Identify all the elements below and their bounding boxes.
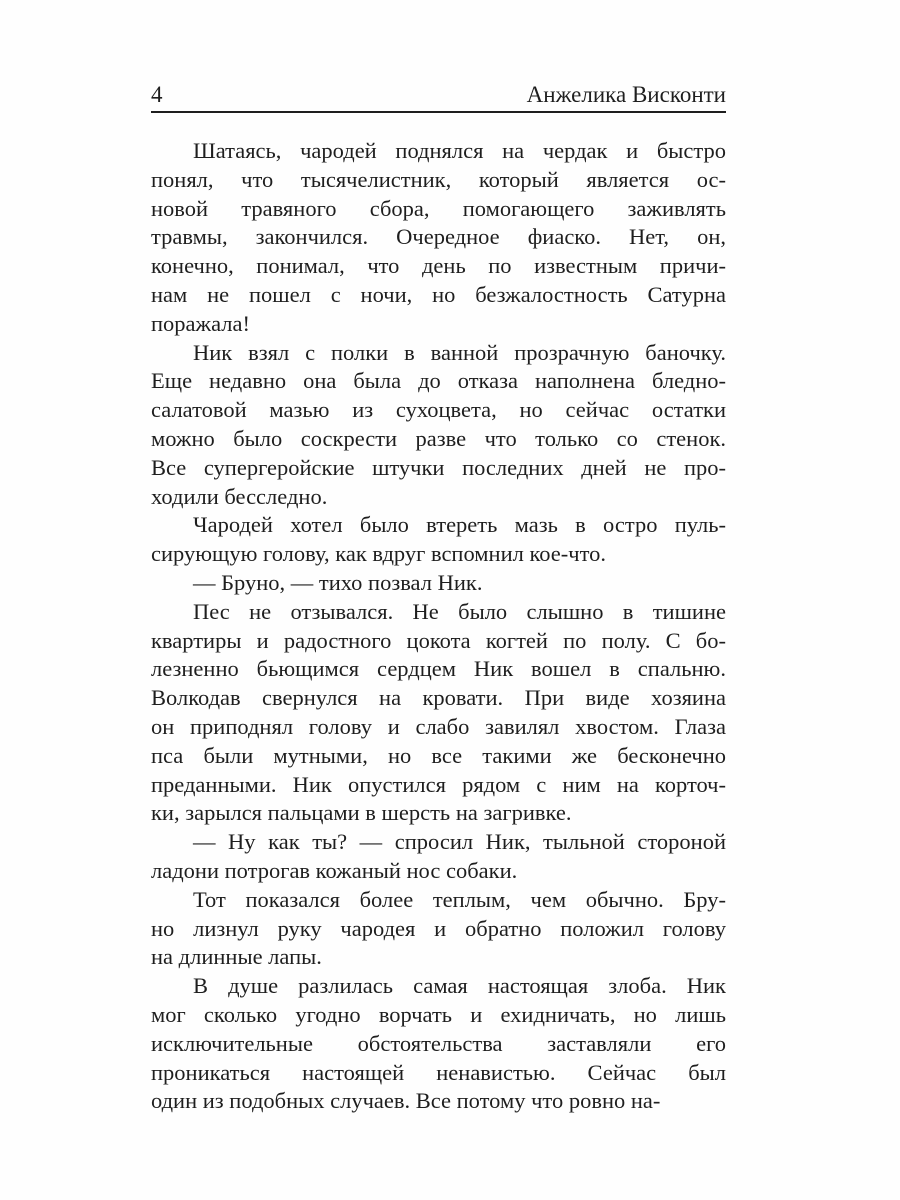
text-line: исключительные обстоятельства заставляли его [151, 1030, 726, 1056]
text-line: — Бруно, — тихо позвал Ник. [193, 569, 483, 595]
text-line: Шатаясь, чародей поднялся на чердак и быстро [193, 138, 726, 163]
text-line: Волкодав свернулся на кровати. При виде хозяина [151, 685, 726, 711]
text-line: В душе разлилась самая настоящая злоба. Ник [193, 973, 726, 999]
text-line: лезненно бьющимся сердцем Ник вошел в спальню. [151, 656, 726, 682]
paragraph [151, 886, 726, 972]
text-line: нам не пошел с ночи, но безжалостность Сатурна [151, 281, 726, 307]
text-line: ки, зарылся пальцами в шерсть на загривке. [151, 800, 572, 826]
text-line: конечно, понимал, что день по известным причи- [151, 253, 726, 279]
text-line: он приподнял голову и слабо завилял хвостом. Глаза [151, 713, 726, 739]
text-line: ходили бесследно. [151, 483, 328, 509]
text-line: но лизнул руку чародея и обратно положил голову [151, 915, 726, 941]
text-line: Чародей хотел было втереть мазь в остро пуль- [193, 512, 726, 538]
text-line: Пес не отзывался. Не было слышно в тишине [193, 598, 726, 624]
text-line: Тот показался более теплым, чем обычно. Бру- [193, 886, 726, 912]
text-line: мог сколько угодно ворчать и ехидничать, но лишь [151, 1001, 726, 1027]
text-line: поражала! [151, 310, 250, 336]
text-line: ладони потрогав кожаный нос собаки. [151, 857, 518, 883]
text-line: один из подобных случаев. Все потому что ровно на- [151, 1088, 661, 1114]
text-line: на длинные лапы. [151, 944, 322, 970]
paragraph [151, 569, 726, 598]
page-body [151, 137, 726, 1116]
text-line: проникаться настоящей ненавистью. Сейчас был [151, 1059, 726, 1085]
text-line: Еще недавно она была до отказа наполнена бледно- [151, 368, 726, 394]
text-line: пса были мутными, но все такими же бесконечно [151, 742, 726, 768]
page-number: 4 [151, 82, 163, 107]
text-line: салатовой мазью из сухоцвета, но сейчас остатки [151, 397, 726, 423]
paragraph [151, 511, 726, 569]
text-line: травмы, закончился. Очередное фиаско. Нет, он, [151, 224, 726, 250]
text-line: сирующую голову, как вдруг вспомнил кое-что. [151, 541, 606, 567]
running-title: Анжелика Висконти [526, 82, 726, 107]
text-line: понял, что тысячелистник, который является ос- [151, 166, 726, 192]
paragraph [151, 137, 726, 339]
text-line: новой травяного сбора, помогающего заживлять [151, 195, 726, 221]
text-line: — Ну как ты? — спросил Ник, тыльной стороной [193, 829, 726, 855]
text-line: Все супергеройские штучки последних дней не про- [151, 454, 726, 480]
paragraph [151, 339, 726, 512]
text-line: квартиры и радостного цокота когтей по полу. С бо- [151, 627, 726, 653]
paragraph [151, 828, 726, 886]
text-line: преданными. Ник опустился рядом с ним на корточ- [151, 771, 726, 797]
text-line: можно было соскрести разве что только со стенок. [151, 425, 726, 451]
paragraph [151, 972, 726, 1116]
text-line: Ник взял с полки в ванной прозрачную баночку. [193, 339, 726, 365]
paragraph [151, 598, 726, 828]
page-header [151, 82, 726, 113]
